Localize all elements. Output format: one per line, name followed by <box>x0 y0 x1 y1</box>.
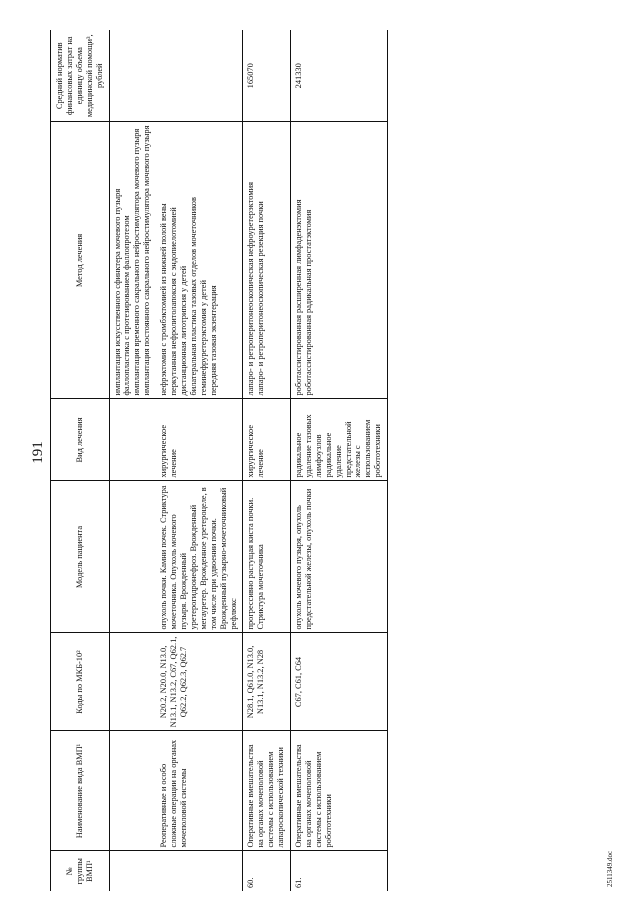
patient-model: опухоль почки. Камни почек. Стриктура мочеточника. Опухоль мочевого пузыря. Врожденный уретерогидронефроз. Врожденный мегауретер. Врожденное уретероцеле, в том числе при удвоении почки. Врожденный пузырно-мочеточниковый рефлюкс <box>156 481 243 633</box>
table-header <box>51 30 110 891</box>
method-item: нефрэктомия с тромбэктомией из нижней полой вены <box>159 203 169 396</box>
treatment-type: радикальное удаление тазовых лимфоузлов радикальное удаление предстательной железы с использованием робототехники <box>291 399 388 481</box>
patient-model: прогрессивно растущая киста почки. Стриктура мочеточника <box>243 481 291 633</box>
group-no: 61. <box>291 851 388 891</box>
patient-model <box>109 481 156 633</box>
treatment-methods <box>243 122 291 399</box>
method-item: передняя тазовая экзентерация <box>208 285 218 396</box>
footer-filename: 2511349.doc <box>606 850 614 887</box>
header-patient-model: Модель пациента <box>51 481 110 633</box>
codes: N28.1, Q61.0, N13.0, N13.1, N13.2, N28 <box>243 633 291 731</box>
table-row <box>109 30 156 891</box>
codes: C67, C61, C64 <box>291 633 388 731</box>
vmp-name: Оперативные вмешательства на органах мочеполовой системы с использованием лапароскопической техники <box>243 731 291 851</box>
vmp-table <box>50 30 388 891</box>
treatment-type: хирургическое лечение <box>156 399 243 481</box>
avg-cost <box>109 30 156 122</box>
vmp-name: Оперативные вмешательства на органах мочеполовой системы с использованием робототехники <box>291 731 388 851</box>
method-item: имплантация постоянного сакрального нейростимулятора мочевого пузыря <box>142 125 152 396</box>
method-item: фаллопластика с протезированием фаллопротезом <box>122 215 132 396</box>
table-row <box>156 30 243 891</box>
treatment-methods <box>109 122 156 399</box>
method-item: дистанционная литотрипсия у детей <box>178 265 188 396</box>
vmp-name: Реоперативные и особо сложные операции на органах мочеполовой системы <box>156 731 243 851</box>
page-number: 191 <box>30 441 46 464</box>
header-treatment-type: Вид лечения <box>51 399 110 481</box>
group-no: 60. <box>243 851 291 891</box>
header-treatment-method: Метод лечения <box>51 122 110 399</box>
method-item: перкутанная нефролитолапоксия с эндопиелотомией <box>169 207 179 396</box>
treatment-type <box>109 399 156 481</box>
vmp-name <box>109 731 156 851</box>
method-item: имплантация искусственного сфинктера мочевого пузыря <box>112 188 122 396</box>
patient-model: опухоль мочевого пузыря, опухоль предстательной железы, опухоль почки <box>291 481 388 633</box>
method-item: роботассистированная радикальная простатэктомия <box>303 209 313 396</box>
avg-cost: 241330 <box>291 30 388 122</box>
method-item: роботассистированная расширенная лимфаденэктомия <box>294 199 304 396</box>
avg-cost: 165070 <box>243 30 291 122</box>
header-codes: Коды по МКБ-10² <box>51 633 110 731</box>
table-row <box>291 30 388 891</box>
header-vmp-name: Наименование вида ВМП¹ <box>51 731 110 851</box>
treatment-methods <box>291 122 388 399</box>
group-no <box>109 851 156 891</box>
group-no <box>156 851 243 891</box>
header-avg-cost: Средний норматив финансовых затрат на единицу объема медицинской помощи³, рублей <box>51 30 110 122</box>
method-item: лапаро- и ретроперитонеоскопическая резекция почки <box>256 201 266 396</box>
table-row <box>243 30 291 891</box>
avg-cost <box>156 30 243 122</box>
codes <box>109 633 156 731</box>
method-item: билатеральная пластика тазовых отделов мочеточников <box>188 197 198 396</box>
method-item: геминефруретерэктомия у детей <box>198 280 208 396</box>
codes: N20.2, N20.0, N13.0, N13.1, N13.2, C67, Q62.1, Q62.2, Q62.3, Q62.7 <box>156 633 243 731</box>
header-group-no: № группы ВМП¹ <box>51 851 110 891</box>
treatment-methods <box>156 122 243 399</box>
treatment-type: хирургическое лечение <box>243 399 291 481</box>
method-item: лапаро- и ретроперитонеоскопическая нефроуретерэктомия <box>246 182 256 396</box>
method-item: имплантация временного сакрального нейростимулятора мочевого пузыря <box>132 128 142 396</box>
